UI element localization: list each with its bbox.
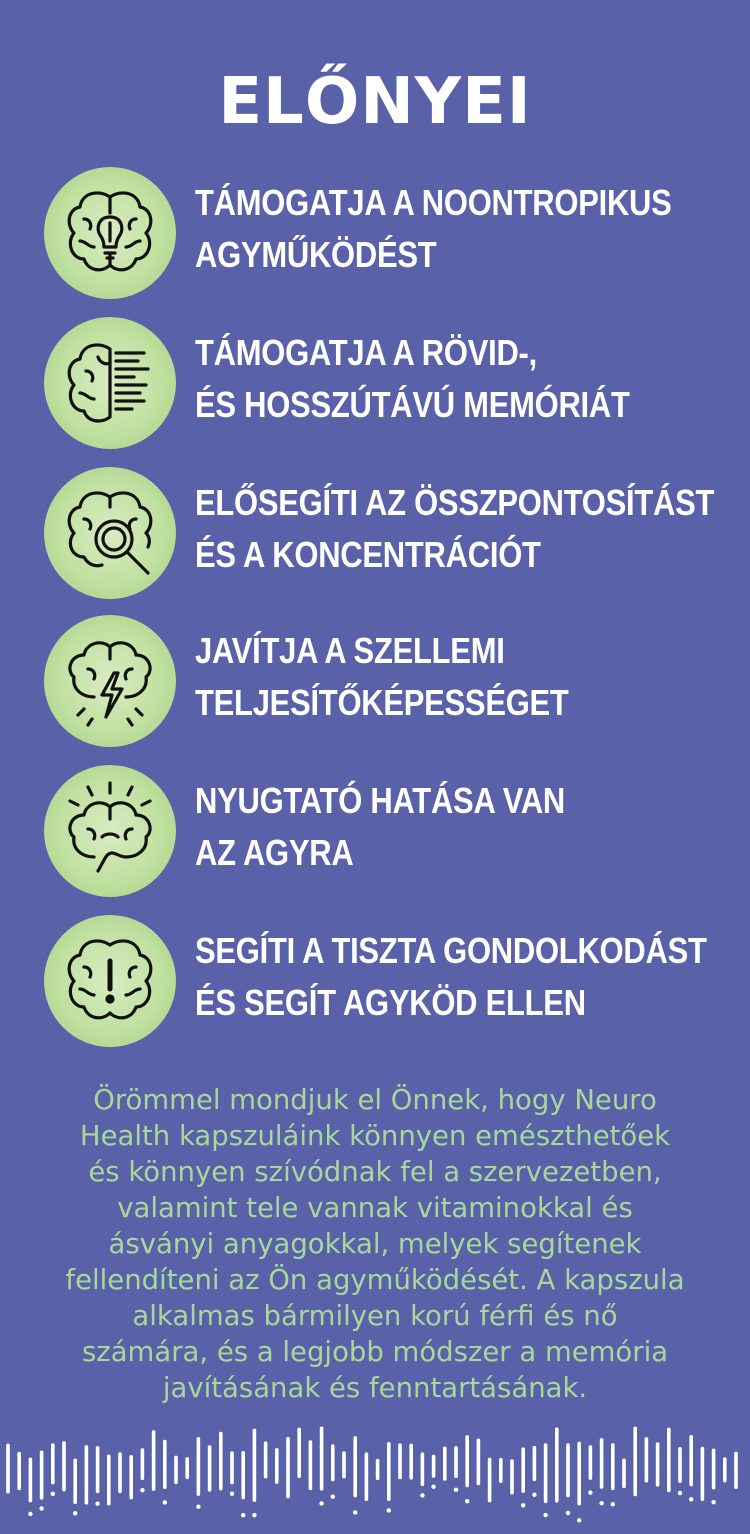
sound-dot: [73, 1511, 77, 1515]
paragraph-line: valamint tele vannak vitaminokkal és: [117, 1192, 633, 1224]
paragraph-line: javításának és fenntartásának.: [162, 1372, 588, 1404]
paragraph-line: alkalmas bármilyen korú férfi és nő: [132, 1300, 618, 1332]
benefit-item: [0, 913, 750, 1053]
sound-dot: [353, 1510, 357, 1514]
benefit-item: [0, 315, 750, 455]
benefit-line: SEGÍTI A TISZTA GONDOLKODÁST: [195, 930, 707, 971]
sound-dot: [611, 1502, 615, 1506]
decorative-sound-bars: [0, 1420, 750, 1534]
paragraph-line: és könnyen szívódnak fel a szervezetben,: [88, 1156, 662, 1188]
sound-dot: [51, 1492, 55, 1496]
benefit-line: AZ AGYRA: [195, 832, 354, 873]
sound-dot: [39, 1506, 43, 1510]
page-title: ELŐNYEI: [218, 65, 532, 139]
sound-dot: [387, 1508, 391, 1512]
description-paragraph: [30, 1082, 720, 1406]
paragraph-line: számára, és a legjobb módszer a memória: [81, 1336, 669, 1368]
sound-dot: [599, 1501, 603, 1505]
paragraph-line: ásványi anyagokkal, melyek segítenek: [108, 1228, 642, 1260]
sound-dot: [532, 1492, 536, 1496]
benefit-line: NYUGTATÓ HATÁSA VAN: [195, 780, 566, 821]
brain-data-icon: [44, 317, 176, 449]
sound-dot: [230, 1491, 234, 1495]
sound-dot: [543, 1513, 547, 1517]
brain-magnifier-icon: [44, 467, 176, 599]
benefit-item: [0, 763, 750, 903]
sound-dot: [689, 1497, 693, 1501]
sound-dot: [140, 1488, 144, 1492]
sound-dot: [95, 1501, 99, 1505]
sound-dot: [711, 1500, 715, 1504]
paragraph-line: Health kapszuláink könnyen emészthetőek: [79, 1120, 671, 1152]
sound-dot: [28, 1512, 32, 1516]
benefit-item: [0, 465, 750, 605]
sound-dot: [331, 1494, 335, 1498]
sound-dot: [454, 1488, 458, 1492]
sound-dot: [319, 1501, 323, 1505]
sound-dot: [465, 1499, 469, 1503]
paragraph-line: Örömmel mondjuk el Önnek, hogy Neuro: [93, 1084, 657, 1116]
brain-lightning-icon: [44, 615, 176, 747]
benefit-line: AGYMŰKÖDÉST: [195, 234, 437, 275]
benefit-item: [0, 165, 750, 305]
benefit-line: TELJESÍTŐKÉPESSÉGET: [195, 682, 569, 723]
benefit-item: [0, 613, 750, 753]
sound-dot: [588, 1490, 592, 1494]
benefit-line: TÁMOGATJA A NOONTROPIKUS: [195, 182, 672, 223]
benefit-line: ÉS HOSSZÚTÁVÚ MEMÓRIÁT: [195, 384, 630, 425]
sound-dot: [431, 1485, 435, 1489]
sound-dot: [196, 1505, 200, 1509]
sound-dot: [678, 1491, 682, 1495]
paragraph-line: fellendíteni az Ön agyműködését. A kapszula: [65, 1264, 685, 1296]
benefit-line: TÁMOGATJA A RÖVID-,: [195, 332, 537, 373]
brain-exclamation-icon: [44, 915, 176, 1047]
benefit-line: ÉS A KONCENTRÁCIÓT: [195, 534, 541, 575]
sound-dot: [577, 1518, 581, 1522]
sound-dot: [566, 1511, 570, 1515]
benefit-line: ÉS SEGÍT AGYKÖD ELLEN: [195, 982, 586, 1023]
brain-lightbulb-icon: [44, 167, 176, 299]
benefit-line: ELŐSEGÍTI AZ ÖSSZPONTOSÍTÁST: [195, 482, 715, 523]
sound-dot: [420, 1493, 424, 1497]
sound-dot: [241, 1513, 245, 1517]
sound-dot: [252, 1513, 256, 1517]
sound-dot: [163, 1500, 167, 1504]
brain-rays-icon: [44, 765, 176, 897]
sound-dot: [521, 1503, 525, 1507]
benefit-line: JAVÍTJA A SZELLEMI: [195, 630, 505, 671]
